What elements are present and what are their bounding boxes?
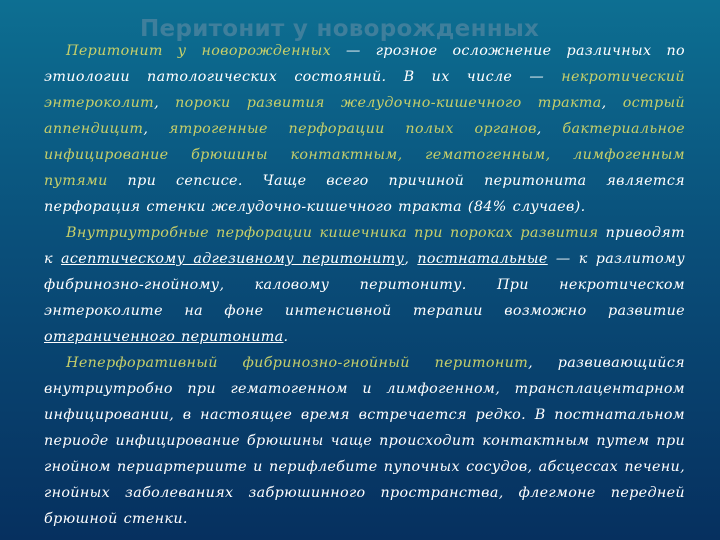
paragraph-1 xyxy=(44,38,685,220)
text-span: , xyxy=(601,95,623,111)
highlight-term: острый аппендицит xyxy=(44,95,685,137)
hyperlink[interactable]: асептическому адгезивному перитониту xyxy=(61,251,405,267)
highlight-term: пороки развития желудочно-кишечного тракта xyxy=(175,95,602,111)
text-span: , развивающийся внутриутробно при гематогенном и лимфогенном, трансплацентарном инфицировании, в настоящее время встречается редко. В постнатальном периоде инфицирование брюшины чаще происходит контактным путем при гнойном периартериите и перифлебите пупочных сосудов, абсцессах печени, гнойных заболеваниях забрюшинного пространства, флегмоне передней брюшной стенки. xyxy=(44,355,685,527)
highlight-term: некротический энтероколит xyxy=(44,69,685,111)
text-span: , xyxy=(404,251,418,267)
highlight-term: бактериальное инфицирование брюшины контактным, гематогенным, лимфогенным путями xyxy=(44,121,685,189)
hyperlink[interactable]: отграниченного перитонита xyxy=(44,329,284,345)
text-span: при сепсисе. Чаще всего причиной перитонита является перфорация стенки желудочно-кишечного тракта (84% случаев). xyxy=(44,173,685,215)
text-span: приводят к xyxy=(44,225,685,267)
paragraph-2 xyxy=(44,220,685,350)
text-span: , xyxy=(154,95,176,111)
text-span: — к разлитому фибринозно-гнойному, каловому перитониту. При некротическом энтероколите на фоне интенсивной терапии возможно развитие xyxy=(44,251,685,319)
text-span: , xyxy=(536,121,563,137)
hyperlink[interactable]: постнатальные xyxy=(417,251,548,267)
lead-term: Перитонит у новорожденных xyxy=(66,43,332,59)
highlight-term: Внутриутробные перфорации кишечника при пороках развития xyxy=(66,225,599,241)
text-span: . xyxy=(283,329,289,345)
slide-title: Перитонит у новорожденных xyxy=(140,16,540,42)
text-span: , xyxy=(143,121,169,137)
text-span: — грозное осложнение различных по этиологии патологических состояний. В их числе — xyxy=(44,43,685,85)
highlight-term: Неперфоративный фибринозно-гнойный перитонит xyxy=(66,355,529,371)
paragraph-3 xyxy=(44,350,685,532)
slide-body xyxy=(44,38,685,532)
highlight-term: ятрогенные перфорации полых органов xyxy=(168,121,537,137)
